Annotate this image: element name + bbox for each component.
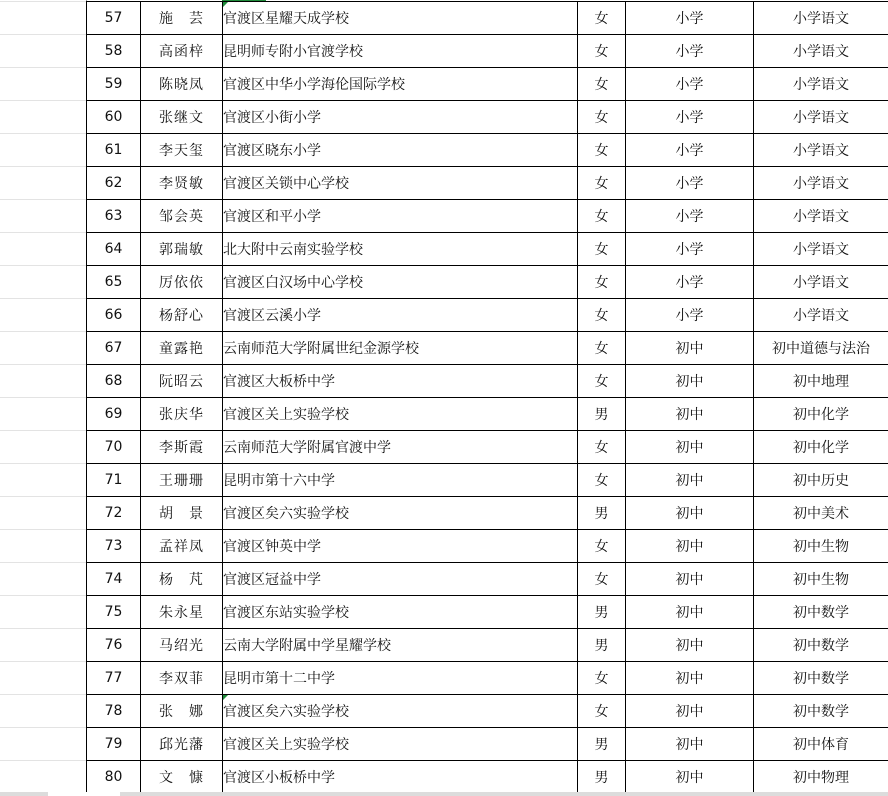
cell-stage[interactable]: 初中: [626, 431, 754, 464]
table-row: [87, 695, 888, 728]
cell-school[interactable]: 官渡区关上实验学校: [223, 728, 578, 761]
cell-name[interactable]: 李贤敏: [141, 167, 223, 200]
cell-gender[interactable]: 女: [578, 134, 626, 167]
cell-gender[interactable]: 女: [578, 662, 626, 695]
cell-indicator-icon: [223, 695, 228, 700]
cell-number[interactable]: 61: [87, 134, 141, 167]
table-row: [87, 266, 888, 299]
cell-name[interactable]: 马绍光: [141, 629, 223, 662]
cell-number[interactable]: 78: [87, 695, 141, 728]
cell-name[interactable]: 邱光藩: [141, 728, 223, 761]
cell-stage[interactable]: 初中: [626, 563, 754, 596]
table-row: [87, 431, 888, 464]
cell-school[interactable]: 官渡区冠益中学: [223, 563, 578, 596]
cell-name[interactable]: 郭瑞敏: [141, 233, 223, 266]
gutter-row-rule: [0, 166, 86, 167]
table-row: [87, 68, 888, 101]
cell-subject[interactable]: 小学语文: [754, 101, 888, 134]
cell-subject[interactable]: 小学语文: [754, 68, 888, 101]
cell-gender[interactable]: 男: [578, 596, 626, 629]
cell-name[interactable]: 孟祥凤: [141, 530, 223, 563]
gutter-row-rule: [0, 364, 86, 365]
gutter-row-rule: [0, 529, 86, 530]
row-header-gutter: [0, 0, 86, 796]
table-row: [87, 530, 888, 563]
cell-number[interactable]: 62: [87, 167, 141, 200]
horizontal-scrollbar-thumb[interactable]: [48, 792, 120, 796]
cell-subject[interactable]: 初中物理: [754, 761, 888, 794]
cell-stage[interactable]: 初中: [626, 530, 754, 563]
cell-stage[interactable]: 初中: [626, 629, 754, 662]
cell-subject[interactable]: 初中道德与法治: [754, 332, 888, 365]
cell-subject[interactable]: 初中化学: [754, 431, 888, 464]
cell-subject[interactable]: 初中美术: [754, 497, 888, 530]
cell-subject[interactable]: 小学语文: [754, 266, 888, 299]
gutter-row-rule: [0, 331, 86, 332]
cell-stage[interactable]: 初中: [626, 728, 754, 761]
cell-name[interactable]: 张继文: [141, 101, 223, 134]
cell-subject[interactable]: 初中数学: [754, 662, 888, 695]
table-row: [87, 134, 888, 167]
cell-stage[interactable]: 初中: [626, 332, 754, 365]
cell-number[interactable]: 80: [87, 761, 141, 794]
cell-stage[interactable]: 小学: [626, 2, 754, 35]
cell-gender[interactable]: 女: [578, 299, 626, 332]
cell-school[interactable]: 昆明市第十二中学: [223, 662, 578, 695]
gutter-row-rule: [0, 496, 86, 497]
cell-gender[interactable]: 女: [578, 332, 626, 365]
cell-name[interactable]: 高函梓: [141, 35, 223, 68]
table-row: [87, 761, 888, 794]
gutter-row-rule: [0, 397, 86, 398]
cell-gender[interactable]: 女: [578, 464, 626, 497]
horizontal-scrollbar[interactable]: [0, 792, 888, 796]
cell-school[interactable]: 官渡区白汉场中心学校: [223, 266, 578, 299]
table-row: [87, 233, 888, 266]
gutter-row-rule: [0, 1, 86, 2]
table-row: [87, 629, 888, 662]
gutter-row-rule: [0, 67, 86, 68]
cell-gender[interactable]: 女: [578, 530, 626, 563]
cell-subject[interactable]: 小学语文: [754, 299, 888, 332]
cell-number[interactable]: 76: [87, 629, 141, 662]
cell-name[interactable]: 杨 芃: [141, 563, 223, 596]
table-row: [87, 2, 888, 35]
cell-subject[interactable]: 初中数学: [754, 596, 888, 629]
cell-stage[interactable]: 小学: [626, 233, 754, 266]
table-row: [87, 101, 888, 134]
table-row: [87, 596, 888, 629]
table-row: [87, 167, 888, 200]
cell-number[interactable]: 71: [87, 464, 141, 497]
cell-name[interactable]: 陈晓凤: [141, 68, 223, 101]
cell-number[interactable]: 79: [87, 728, 141, 761]
cell-number[interactable]: 59: [87, 68, 141, 101]
table-row: [87, 200, 888, 233]
cell-gender[interactable]: 女: [578, 101, 626, 134]
cell-gender[interactable]: 女: [578, 200, 626, 233]
cell-name[interactable]: 童露艳: [141, 332, 223, 365]
cell-subject[interactable]: 初中历史: [754, 464, 888, 497]
cell-name[interactable]: 胡 景: [141, 497, 223, 530]
cell-gender[interactable]: 女: [578, 563, 626, 596]
cell-school[interactable]: 官渡区星耀天成学校: [223, 2, 578, 35]
cell-gender[interactable]: 女: [578, 365, 626, 398]
cell-stage[interactable]: 初中: [626, 398, 754, 431]
cell-gender[interactable]: 女: [578, 68, 626, 101]
cell-gender[interactable]: 女: [578, 167, 626, 200]
cell-number[interactable]: 63: [87, 200, 141, 233]
cell-name[interactable]: 阮昭云: [141, 365, 223, 398]
cell-subject[interactable]: 初中化学: [754, 398, 888, 431]
table-row: [87, 563, 888, 596]
table-row: [87, 464, 888, 497]
cell-stage[interactable]: 初中: [626, 662, 754, 695]
cell-school[interactable]: 昆明市第十六中学: [223, 464, 578, 497]
cell-number[interactable]: 68: [87, 365, 141, 398]
cell-stage[interactable]: 小学: [626, 167, 754, 200]
gutter-row-rule: [0, 133, 86, 134]
table-row: [87, 497, 888, 530]
table-row: [87, 35, 888, 68]
cell-subject[interactable]: 小学语文: [754, 233, 888, 266]
cell-number[interactable]: 66: [87, 299, 141, 332]
gutter-row-rule: [0, 298, 86, 299]
cell-name[interactable]: 邹会英: [141, 200, 223, 233]
cell-gender[interactable]: 女: [578, 431, 626, 464]
cell-gender[interactable]: 男: [578, 728, 626, 761]
cell-number[interactable]: 65: [87, 266, 141, 299]
cell-school[interactable]: 官渡区矣六实验学校: [223, 695, 578, 728]
cell-stage[interactable]: 小学: [626, 35, 754, 68]
cell-number[interactable]: 58: [87, 35, 141, 68]
cell-stage[interactable]: 初中: [626, 695, 754, 728]
table-row: [87, 332, 888, 365]
cell-stage[interactable]: 初中: [626, 596, 754, 629]
table-row: [87, 728, 888, 761]
gutter-row-rule: [0, 562, 86, 563]
cell-number[interactable]: 60: [87, 101, 141, 134]
cell-subject[interactable]: 初中体育: [754, 728, 888, 761]
cell-school[interactable]: 官渡区小板桥中学: [223, 761, 578, 794]
cell-name[interactable]: 李双菲: [141, 662, 223, 695]
cell-subject[interactable]: 小学语文: [754, 2, 888, 35]
cell-school[interactable]: 官渡区关上实验学校: [223, 398, 578, 431]
cell-stage[interactable]: 小学: [626, 200, 754, 233]
cell-subject[interactable]: 小学语文: [754, 200, 888, 233]
gutter-row-rule: [0, 661, 86, 662]
cell-school[interactable]: 云南师范大学附属官渡中学: [223, 431, 578, 464]
cell-gender[interactable]: 男: [578, 497, 626, 530]
cell-number[interactable]: 73: [87, 530, 141, 563]
cell-number[interactable]: 69: [87, 398, 141, 431]
table-row: [87, 365, 888, 398]
cell-stage[interactable]: 初中: [626, 761, 754, 794]
cell-name[interactable]: 张庆华: [141, 398, 223, 431]
cell-gender[interactable]: 女: [578, 266, 626, 299]
cell-stage[interactable]: 小学: [626, 299, 754, 332]
cell-stage[interactable]: 小学: [626, 134, 754, 167]
cell-school[interactable]: 官渡区小街小学: [223, 101, 578, 134]
cell-school[interactable]: 官渡区东站实验学校: [223, 596, 578, 629]
cell-name[interactable]: 张 娜: [141, 695, 223, 728]
cell-gender[interactable]: 男: [578, 761, 626, 794]
cell-school[interactable]: 官渡区矣六实验学校: [223, 497, 578, 530]
cell-school[interactable]: 官渡区关锁中心学校: [223, 167, 578, 200]
cell-gender[interactable]: 女: [578, 695, 626, 728]
cell-school[interactable]: 官渡区晓东小学: [223, 134, 578, 167]
cell-gender[interactable]: 女: [578, 35, 626, 68]
cell-number[interactable]: 57: [87, 2, 141, 35]
cell-subject[interactable]: 小学语文: [754, 134, 888, 167]
cell-name[interactable]: 李天玺: [141, 134, 223, 167]
cell-school[interactable]: 官渡区钟英中学: [223, 530, 578, 563]
cell-gender[interactable]: 男: [578, 629, 626, 662]
gutter-row-rule: [0, 595, 86, 596]
cell-stage[interactable]: 初中: [626, 365, 754, 398]
gutter-row-rule: [0, 430, 86, 431]
spreadsheet-grid: [86, 1, 888, 794]
cell-subject[interactable]: 初中数学: [754, 695, 888, 728]
cell-name[interactable]: 施 芸: [141, 2, 223, 35]
cell-number[interactable]: 67: [87, 332, 141, 365]
gutter-row-rule: [0, 34, 86, 35]
cell-stage[interactable]: 初中: [626, 497, 754, 530]
cell-subject[interactable]: 初中地理: [754, 365, 888, 398]
cell-stage[interactable]: 小学: [626, 101, 754, 134]
cell-subject[interactable]: 小学语文: [754, 167, 888, 200]
cell-name[interactable]: 李斯霞: [141, 431, 223, 464]
cell-subject[interactable]: 初中数学: [754, 629, 888, 662]
cell-subject[interactable]: 初中生物: [754, 530, 888, 563]
gutter-row-rule: [0, 199, 86, 200]
gutter-row-rule: [0, 100, 86, 101]
cell-number[interactable]: 70: [87, 431, 141, 464]
table-row: [87, 299, 888, 332]
cell-name[interactable]: 厉依依: [141, 266, 223, 299]
cell-indicator-icon: [223, 2, 228, 7]
gutter-row-rule: [0, 265, 86, 266]
cell-gender[interactable]: 女: [578, 2, 626, 35]
table-row: [87, 398, 888, 431]
cell-school[interactable]: 云南大学附属中学星耀学校: [223, 629, 578, 662]
cell-stage[interactable]: 小学: [626, 266, 754, 299]
gutter-row-rule: [0, 694, 86, 695]
cell-gender[interactable]: 男: [578, 398, 626, 431]
gutter-row-rule: [0, 463, 86, 464]
cell-subject[interactable]: 小学语文: [754, 35, 888, 68]
cell-gender[interactable]: 女: [578, 233, 626, 266]
cell-number[interactable]: 77: [87, 662, 141, 695]
gutter-row-rule: [0, 232, 86, 233]
cell-school[interactable]: 官渡区和平小学: [223, 200, 578, 233]
cell-stage[interactable]: 初中: [626, 464, 754, 497]
cell-number[interactable]: 74: [87, 563, 141, 596]
cell-number[interactable]: 64: [87, 233, 141, 266]
cell-name[interactable]: 杨舒心: [141, 299, 223, 332]
gutter-row-rule: [0, 628, 86, 629]
cell-school[interactable]: 官渡区中华小学海伦国际学校: [223, 68, 578, 101]
cell-name[interactable]: 朱永星: [141, 596, 223, 629]
cell-name[interactable]: 王珊珊: [141, 464, 223, 497]
cell-stage[interactable]: 小学: [626, 68, 754, 101]
gutter-row-rule: [0, 727, 86, 728]
cell-school[interactable]: 昆明师专附小官渡学校: [223, 35, 578, 68]
cell-subject[interactable]: 初中生物: [754, 563, 888, 596]
cell-number[interactable]: 75: [87, 596, 141, 629]
table-row: [87, 662, 888, 695]
cell-name[interactable]: 文 慷: [141, 761, 223, 794]
gutter-row-rule: [0, 760, 86, 761]
cell-school[interactable]: 官渡区云溪小学: [223, 299, 578, 332]
cell-school[interactable]: 北大附中云南实验学校: [223, 233, 578, 266]
cell-school[interactable]: 官渡区大板桥中学: [223, 365, 578, 398]
cell-number[interactable]: 72: [87, 497, 141, 530]
cell-school[interactable]: 云南师范大学附属世纪金源学校: [223, 332, 578, 365]
